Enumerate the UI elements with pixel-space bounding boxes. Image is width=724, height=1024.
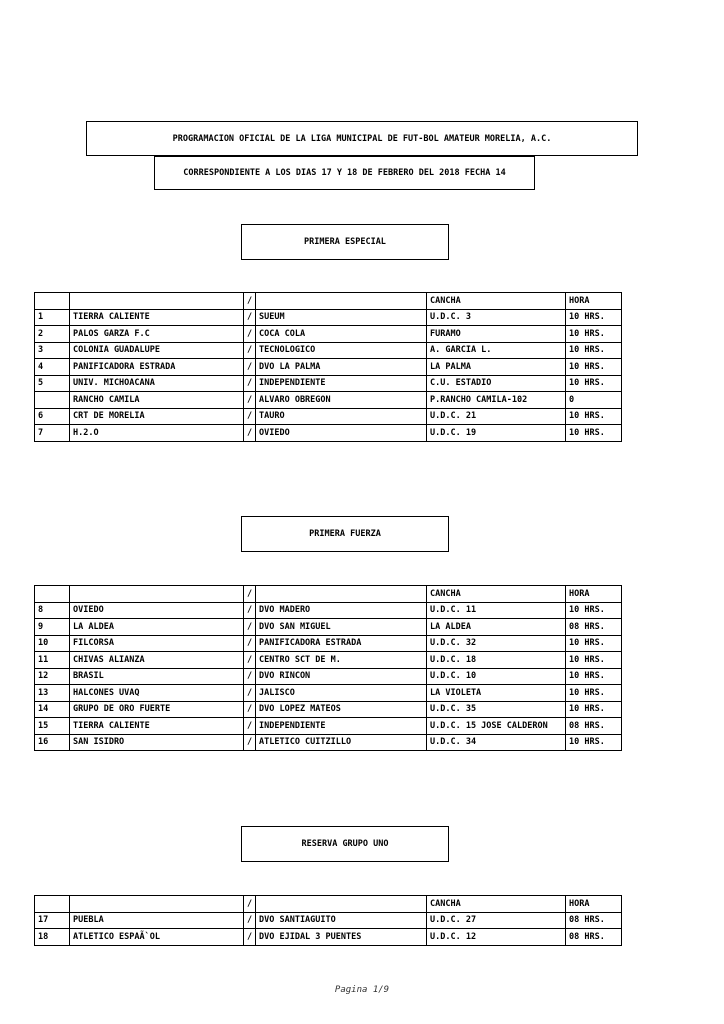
page-footer: [0, 985, 724, 995]
versus-separator-cell: /: [244, 668, 256, 685]
header-cancha-cell: CANCHA: [427, 293, 566, 310]
schedule-table-body: [35, 293, 622, 442]
time-cell: 10 HRS.: [566, 359, 622, 376]
match-number-cell: 1: [35, 309, 70, 326]
document-subtitle: [154, 156, 535, 190]
versus-separator-cell: /: [244, 359, 256, 376]
venue-cell: LA PALMA: [427, 359, 566, 376]
section-title-primera-fuerza: [241, 516, 449, 552]
header-away-cell: [256, 586, 427, 603]
home-team-cell: BRASIL: [70, 668, 244, 685]
away-team-cell: DVO MADERO: [256, 602, 427, 619]
header-home-cell: [70, 896, 244, 913]
header-away-cell: [256, 293, 427, 310]
time-cell: 10 HRS.: [566, 701, 622, 718]
venue-cell: P.RANCHO CAMILA-102: [427, 392, 566, 409]
home-team-cell: COLONIA GUADALUPE: [70, 342, 244, 359]
versus-separator-cell: /: [244, 392, 256, 409]
table-row: [35, 635, 622, 652]
time-cell: 10 HRS.: [566, 309, 622, 326]
table-row: [35, 718, 622, 735]
venue-cell: U.D.C. 35: [427, 701, 566, 718]
away-team-cell: TECNOLOGICO: [256, 342, 427, 359]
table-row: [35, 425, 622, 442]
versus-separator-cell: /: [244, 701, 256, 718]
away-team-cell: ATLETICO CUITZILLO: [256, 734, 427, 751]
versus-separator-cell: /: [244, 309, 256, 326]
table-row: [35, 734, 622, 751]
away-team-cell: SUEUM: [256, 309, 427, 326]
table-header-row: [35, 896, 622, 913]
header-home-cell: [70, 586, 244, 603]
time-cell: 10 HRS.: [566, 342, 622, 359]
match-number-cell: 11: [35, 652, 70, 669]
home-team-cell: LA ALDEA: [70, 619, 244, 636]
match-number-cell: [35, 392, 70, 409]
time-cell: 10 HRS.: [566, 734, 622, 751]
schedule-table-body: [35, 586, 622, 751]
table-row: [35, 408, 622, 425]
header-num-cell: [35, 293, 70, 310]
match-number-cell: 6: [35, 408, 70, 425]
section-title-text: PRIMERA FUERZA: [309, 529, 381, 539]
home-team-cell: SAN ISIDRO: [70, 734, 244, 751]
schedule-table-reserva-grupo-uno: [34, 895, 622, 946]
away-team-cell: ALVARO OBREGON: [256, 392, 427, 409]
time-cell: 08 HRS.: [566, 912, 622, 929]
venue-cell: U.D.C. 21: [427, 408, 566, 425]
venue-cell: C.U. ESTADIO: [427, 375, 566, 392]
table-row: [35, 602, 622, 619]
away-team-cell: PANIFICADORA ESTRADA: [256, 635, 427, 652]
away-team-cell: OVIEDO: [256, 425, 427, 442]
time-cell: 10 HRS.: [566, 685, 622, 702]
table-row: [35, 912, 622, 929]
venue-cell: U.D.C. 15 JOSE CALDERON: [427, 718, 566, 735]
table-row: [35, 619, 622, 636]
home-team-cell: CHIVAS ALIANZA: [70, 652, 244, 669]
versus-separator-cell: /: [244, 375, 256, 392]
match-number-cell: 18: [35, 929, 70, 946]
home-team-cell: ATLETICO ESPAÃ`OL: [70, 929, 244, 946]
away-team-cell: COCA COLA: [256, 326, 427, 343]
header-hora-cell: HORA: [566, 293, 622, 310]
table-header-row: [35, 293, 622, 310]
match-number-cell: 5: [35, 375, 70, 392]
venue-cell: U.D.C. 10: [427, 668, 566, 685]
table-row: [35, 359, 622, 376]
venue-cell: FURAMO: [427, 326, 566, 343]
document-title-text: PROGRAMACION OFICIAL DE LA LIGA MUNICIPAL DE FUT-BOL AMATEUR MORELIA, A.C.: [172, 133, 552, 144]
home-team-cell: H.2.O: [70, 425, 244, 442]
header-num-cell: [35, 896, 70, 913]
home-team-cell: RANCHO CAMILA: [70, 392, 244, 409]
table-row: [35, 392, 622, 409]
home-team-cell: PALOS GARZA F.C: [70, 326, 244, 343]
time-cell: 08 HRS.: [566, 929, 622, 946]
time-cell: 08 HRS.: [566, 718, 622, 735]
away-team-cell: JALISCO: [256, 685, 427, 702]
match-number-cell: 2: [35, 326, 70, 343]
versus-separator-cell: /: [244, 652, 256, 669]
table-row: [35, 685, 622, 702]
table-row: [35, 326, 622, 343]
header-cancha-cell: CANCHA: [427, 896, 566, 913]
header-cancha-cell: CANCHA: [427, 586, 566, 603]
match-number-cell: 13: [35, 685, 70, 702]
venue-cell: U.D.C. 12: [427, 929, 566, 946]
match-number-cell: 14: [35, 701, 70, 718]
venue-cell: A. GARCIA L.: [427, 342, 566, 359]
time-cell: 10 HRS.: [566, 635, 622, 652]
venue-cell: U.D.C. 34: [427, 734, 566, 751]
venue-cell: U.D.C. 3: [427, 309, 566, 326]
versus-separator-cell: /: [244, 342, 256, 359]
away-team-cell: DVO SANTIAGUITO: [256, 912, 427, 929]
match-number-cell: 9: [35, 619, 70, 636]
section-title-text: PRIMERA ESPECIAL: [304, 237, 386, 247]
match-number-cell: 4: [35, 359, 70, 376]
versus-separator-cell: /: [244, 326, 256, 343]
home-team-cell: HALCONES UVAQ: [70, 685, 244, 702]
header-sep-cell: /: [244, 293, 256, 310]
away-team-cell: DVO SAN MIGUEL: [256, 619, 427, 636]
table-row: [35, 342, 622, 359]
venue-cell: U.D.C. 27: [427, 912, 566, 929]
header-home-cell: [70, 293, 244, 310]
versus-separator-cell: /: [244, 718, 256, 735]
venue-cell: LA ALDEA: [427, 619, 566, 636]
away-team-cell: TAURO: [256, 408, 427, 425]
header-hora-cell: HORA: [566, 586, 622, 603]
page-number: Pagina 1/9: [334, 985, 390, 995]
time-cell: 08 HRS.: [566, 619, 622, 636]
home-team-cell: GRUPO DE ORO FUERTE: [70, 701, 244, 718]
venue-cell: U.D.C. 18: [427, 652, 566, 669]
table-row: [35, 701, 622, 718]
home-team-cell: TIERRA CALIENTE: [70, 718, 244, 735]
time-cell: 10 HRS.: [566, 375, 622, 392]
match-number-cell: 16: [35, 734, 70, 751]
home-team-cell: FILCORSA: [70, 635, 244, 652]
time-cell: 10 HRS.: [566, 425, 622, 442]
table-row: [35, 309, 622, 326]
versus-separator-cell: /: [244, 408, 256, 425]
document-title: [86, 121, 638, 156]
header-sep-cell: /: [244, 896, 256, 913]
versus-separator-cell: /: [244, 685, 256, 702]
match-number-cell: 17: [35, 912, 70, 929]
away-team-cell: DVO RINCON: [256, 668, 427, 685]
section-title-reserva-grupo-uno: [241, 826, 449, 862]
versus-separator-cell: /: [244, 734, 256, 751]
document-subtitle-text: CORRESPONDIENTE A LOS DIAS 17 Y 18 DE FEBRERO DEL 2018 FECHA 14: [183, 168, 506, 178]
match-number-cell: 15: [35, 718, 70, 735]
schedule-table-primera-fuerza: [34, 585, 622, 751]
time-cell: 10 HRS.: [566, 652, 622, 669]
home-team-cell: PANIFICADORA ESTRADA: [70, 359, 244, 376]
header-away-cell: [256, 896, 427, 913]
header-hora-cell: HORA: [566, 896, 622, 913]
header-sep-cell: /: [244, 586, 256, 603]
time-cell: 10 HRS.: [566, 602, 622, 619]
versus-separator-cell: /: [244, 635, 256, 652]
venue-cell: U.D.C. 11: [427, 602, 566, 619]
match-number-cell: 3: [35, 342, 70, 359]
home-team-cell: UNIV. MICHOACANA: [70, 375, 244, 392]
section-title-primera-especial: [241, 224, 449, 260]
match-number-cell: 10: [35, 635, 70, 652]
match-number-cell: 8: [35, 602, 70, 619]
match-number-cell: 12: [35, 668, 70, 685]
table-header-row: [35, 586, 622, 603]
time-cell: 10 HRS.: [566, 408, 622, 425]
away-team-cell: INDEPENDIENTE: [256, 375, 427, 392]
table-row: [35, 375, 622, 392]
table-row: [35, 668, 622, 685]
section-title-text: RESERVA GRUPO UNO: [301, 839, 389, 849]
versus-separator-cell: /: [244, 619, 256, 636]
time-cell: 0: [566, 392, 622, 409]
venue-cell: LA VIOLETA: [427, 685, 566, 702]
table-row: [35, 652, 622, 669]
home-team-cell: TIERRA CALIENTE: [70, 309, 244, 326]
schedule-table-body: [35, 896, 622, 946]
versus-separator-cell: /: [244, 602, 256, 619]
versus-separator-cell: /: [244, 929, 256, 946]
time-cell: 10 HRS.: [566, 668, 622, 685]
away-team-cell: CENTRO SCT DE M.: [256, 652, 427, 669]
schedule-table-primera-especial: [34, 292, 622, 442]
header-num-cell: [35, 586, 70, 603]
time-cell: 10 HRS.: [566, 326, 622, 343]
table-row: [35, 929, 622, 946]
venue-cell: U.D.C. 19: [427, 425, 566, 442]
home-team-cell: OVIEDO: [70, 602, 244, 619]
away-team-cell: INDEPENDIENTE: [256, 718, 427, 735]
match-number-cell: 7: [35, 425, 70, 442]
away-team-cell: DVO LOPEZ MATEOS: [256, 701, 427, 718]
home-team-cell: CRT DE MORELIA: [70, 408, 244, 425]
venue-cell: U.D.C. 32: [427, 635, 566, 652]
home-team-cell: PUEBLA: [70, 912, 244, 929]
versus-separator-cell: /: [244, 912, 256, 929]
away-team-cell: DVO EJIDAL 3 PUENTES: [256, 929, 427, 946]
away-team-cell: DVO LA PALMA: [256, 359, 427, 376]
versus-separator-cell: /: [244, 425, 256, 442]
